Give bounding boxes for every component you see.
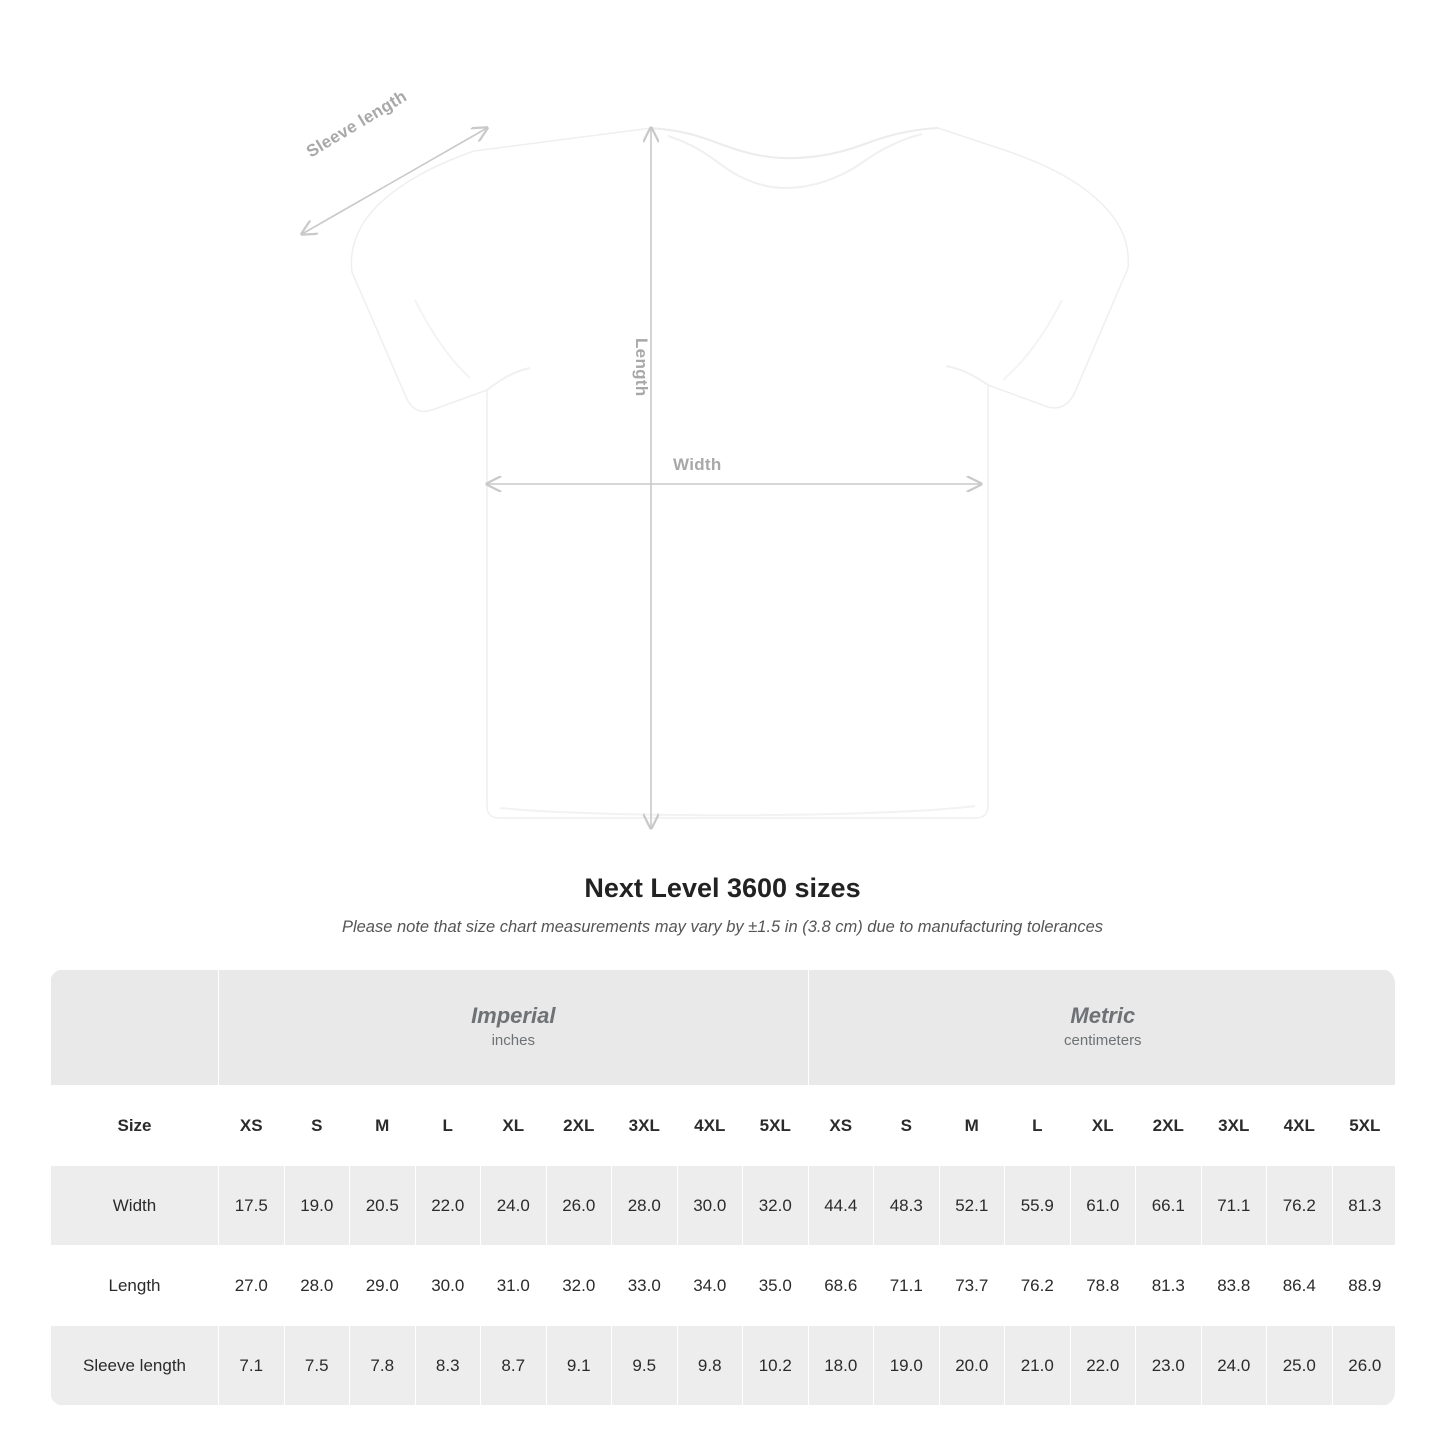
col-header-metric-xl: XL xyxy=(1070,1086,1136,1166)
cell-sleeve-imperial-xs: 7.1 xyxy=(219,1326,285,1406)
cell-sleeve-imperial-5xl: 10.2 xyxy=(743,1326,809,1406)
cell-sleeve-metric-4xl: 25.0 xyxy=(1267,1326,1333,1406)
cell-sleeve-metric-xl: 22.0 xyxy=(1070,1326,1136,1406)
system-header-imperial xyxy=(219,970,809,1086)
cell-sleeve-metric-l: 21.0 xyxy=(1005,1326,1071,1406)
cell-length-imperial-l: 30.0 xyxy=(415,1246,481,1326)
cell-sleeve-imperial-4xl: 9.8 xyxy=(677,1326,743,1406)
cell-sleeve-metric-5xl: 26.0 xyxy=(1332,1326,1395,1406)
cell-length-imperial-5xl: 35.0 xyxy=(743,1246,809,1326)
cell-length-imperial-xl: 31.0 xyxy=(481,1246,547,1326)
page-title: Next Level 3600 sizes xyxy=(584,873,861,903)
cell-sleeve-imperial-l: 8.3 xyxy=(415,1326,481,1406)
cell-length-imperial-s: 28.0 xyxy=(284,1246,350,1326)
cell-width-metric-xs: 44.4 xyxy=(808,1166,874,1246)
cell-sleeve-imperial-3xl: 9.5 xyxy=(612,1326,678,1406)
cell-sleeve-metric-xs: 18.0 xyxy=(808,1326,874,1406)
col-header-imperial-s: S xyxy=(284,1086,350,1166)
cell-width-imperial-l: 22.0 xyxy=(415,1166,481,1246)
cell-width-metric-s: 48.3 xyxy=(874,1166,940,1246)
cell-length-metric-m: 73.7 xyxy=(939,1246,1005,1326)
col-header-metric-m: M xyxy=(939,1086,1005,1166)
system-name-metric: Metric xyxy=(1070,1002,1136,1028)
col-header-imperial-5xl: 5XL xyxy=(743,1086,809,1166)
cell-length-imperial-2xl: 32.0 xyxy=(546,1246,612,1326)
width-label: Width xyxy=(673,455,722,474)
table-row-length xyxy=(51,1246,1396,1326)
cell-width-metric-4xl: 76.2 xyxy=(1267,1166,1333,1246)
cell-sleeve-imperial-s: 7.5 xyxy=(284,1326,350,1406)
cell-width-imperial-4xl: 30.0 xyxy=(677,1166,743,1246)
cell-width-metric-5xl: 81.3 xyxy=(1332,1166,1395,1246)
cell-length-metric-4xl: 86.4 xyxy=(1267,1246,1333,1326)
cell-width-imperial-5xl: 32.0 xyxy=(743,1166,809,1246)
col-header-metric-l: L xyxy=(1005,1086,1071,1166)
cell-width-imperial-xl: 24.0 xyxy=(481,1166,547,1246)
row-label-sleeve-length: Sleeve length xyxy=(51,1326,219,1406)
cell-width-metric-l: 55.9 xyxy=(1005,1166,1071,1246)
cell-length-imperial-3xl: 33.0 xyxy=(612,1246,678,1326)
tolerance-note: Please note that size chart measurements may vary by ±1.5 in (3.8 cm) due to manufacturing tolerances xyxy=(341,918,1104,936)
size-table xyxy=(50,969,1395,1406)
cell-width-metric-3xl: 71.1 xyxy=(1201,1166,1267,1246)
table-row-width xyxy=(51,1166,1396,1246)
length-label: Length xyxy=(632,338,651,397)
cell-sleeve-metric-2xl: 23.0 xyxy=(1136,1326,1202,1406)
tshirt-shape xyxy=(351,128,1128,818)
title-block xyxy=(0,873,1445,937)
col-header-imperial-xl: XL xyxy=(481,1086,547,1166)
table-corner-cell xyxy=(51,970,219,1086)
cell-width-metric-m: 52.1 xyxy=(939,1166,1005,1246)
cell-sleeve-imperial-2xl: 9.1 xyxy=(546,1326,612,1406)
col-header-imperial-m: M xyxy=(350,1086,416,1166)
col-header-imperial-2xl: 2XL xyxy=(546,1086,612,1166)
cell-width-metric-2xl: 66.1 xyxy=(1136,1166,1202,1246)
col-header-metric-5xl: 5XL xyxy=(1332,1086,1395,1166)
cell-length-imperial-xs: 27.0 xyxy=(219,1246,285,1326)
cell-sleeve-imperial-m: 7.8 xyxy=(350,1326,416,1406)
cell-sleeve-metric-3xl: 24.0 xyxy=(1201,1326,1267,1406)
sleeve-length-label: Sleeve length xyxy=(303,86,411,162)
cell-width-imperial-s: 19.0 xyxy=(284,1166,350,1246)
row-label-width: Width xyxy=(51,1166,219,1246)
col-header-imperial-xs: XS xyxy=(219,1086,285,1166)
cell-width-imperial-3xl: 28.0 xyxy=(612,1166,678,1246)
cell-width-imperial-m: 20.5 xyxy=(350,1166,416,1246)
cell-length-metric-3xl: 83.8 xyxy=(1201,1246,1267,1326)
cell-width-metric-xl: 61.0 xyxy=(1070,1166,1136,1246)
system-name-imperial: Imperial xyxy=(471,1002,556,1028)
system-unit-metric: centimeters xyxy=(1064,1032,1142,1050)
col-header-metric-3xl: 3XL xyxy=(1201,1086,1267,1166)
cell-length-imperial-m: 29.0 xyxy=(350,1246,416,1326)
cell-length-metric-2xl: 81.3 xyxy=(1136,1246,1202,1326)
system-unit-imperial: inches xyxy=(491,1032,535,1050)
cell-width-imperial-xs: 17.5 xyxy=(219,1166,285,1246)
table-row-sleeve-length xyxy=(51,1326,1396,1406)
cell-width-imperial-2xl: 26.0 xyxy=(546,1166,612,1246)
cell-length-metric-xl: 78.8 xyxy=(1070,1246,1136,1326)
table-row-size-headers xyxy=(51,1086,1396,1166)
cell-length-metric-xs: 68.6 xyxy=(808,1246,874,1326)
cell-length-imperial-4xl: 34.0 xyxy=(677,1246,743,1326)
col-header-metric-s: S xyxy=(874,1086,940,1166)
col-header-metric-4xl: 4XL xyxy=(1267,1086,1333,1166)
cell-length-metric-s: 71.1 xyxy=(874,1246,940,1326)
size-table-wrapper xyxy=(50,969,1395,1406)
cell-sleeve-metric-m: 20.0 xyxy=(939,1326,1005,1406)
cell-length-metric-l: 76.2 xyxy=(1005,1246,1071,1326)
row-label-length: Length xyxy=(51,1246,219,1326)
col-header-imperial-4xl: 4XL xyxy=(677,1086,743,1166)
col-header-imperial-3xl: 3XL xyxy=(612,1086,678,1166)
cell-sleeve-metric-s: 19.0 xyxy=(874,1326,940,1406)
col-header-metric-2xl: 2XL xyxy=(1136,1086,1202,1166)
col-header-imperial-l: L xyxy=(415,1086,481,1166)
table-row-systems xyxy=(51,970,1396,1086)
col-header-metric-xs: XS xyxy=(808,1086,874,1166)
cell-sleeve-imperial-xl: 8.7 xyxy=(481,1326,547,1406)
system-header-metric xyxy=(808,970,1395,1086)
cell-length-metric-5xl: 88.9 xyxy=(1332,1246,1395,1326)
row-label-size: Size xyxy=(51,1086,219,1166)
